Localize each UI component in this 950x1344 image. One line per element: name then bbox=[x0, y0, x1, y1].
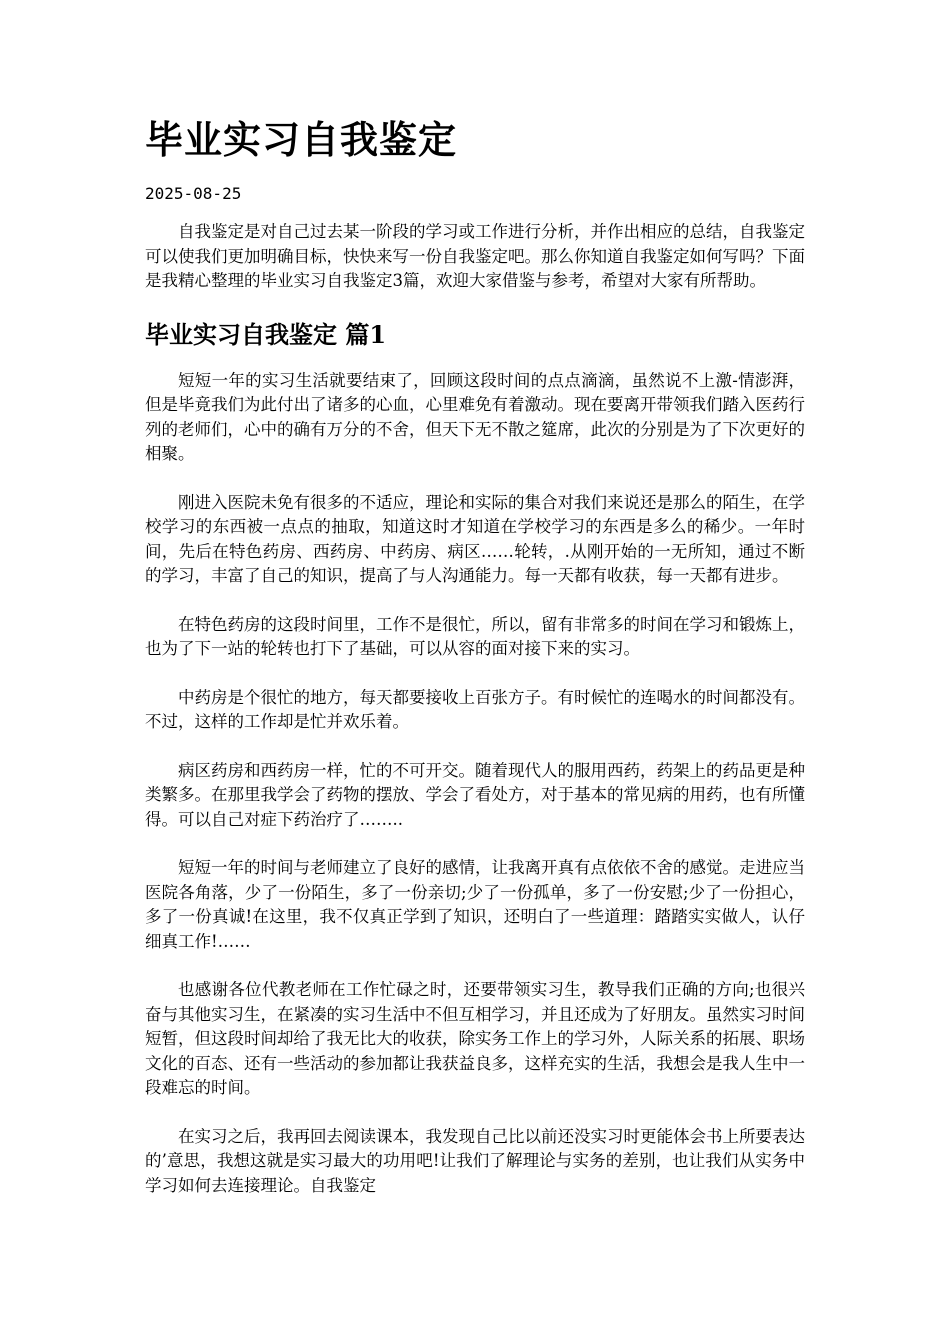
document-date: 2025-08-25 bbox=[145, 184, 242, 203]
body-paragraph-8: 在实习之后，我再回去阅读课本，我发现自己比以前还没实习时更能体会书上所要表达的’意思，我想这就是实习最大的功用吧!让我们了解理论与实务的差别，也让我们从实务中学习如何去连接理论。自我鉴定 bbox=[145, 1126, 805, 1195]
section-body bbox=[145, 369, 805, 1199]
document-page bbox=[145, 112, 805, 1198]
document-title: 毕业实习自我鉴定 bbox=[145, 117, 458, 162]
body-paragraph-7: 也感谢各位代教老师在工作忙碌之时，还要带领实习生，教导我们正确的方向;也很兴奋与其他实习生，在紧凑的实习生活中不但互相学习，并且还成为了好朋友。虽然实习时间短暂，但这段时间却给了我无比大的收获，除实务工作上的学习外，人际关系的拓展、职场文化的百态、还有一些活动的参加都让我获益良多，这样充实的生活，我想会是我人生中一段难忘的时间。 bbox=[145, 980, 805, 1097]
body-paragraph-2: 刚进入医院未免有很多的不适应，理论和实际的集合对我们来说还是那么的陌生，在学校学习的东西被一点点的抽取，知道这时才知道在学校学习的东西是多么的稀少。一年时间，先后在特色药房、西药房、中药房、病区……轮转，.从刚开始的一无所知，通过不断的学习，丰富了自己的知识，提高了与人沟通能力。每一天都有收获，每一天都有进步。 bbox=[145, 492, 805, 585]
body-paragraph-5: 病区药房和西药房一样，忙的不可开交。随着现代人的服用西药，药架上的药品更是种类繁多。在那里我学会了药物的摆放、学会了看处方，对于基本的常见病的用药，也有所懂得。可以自己对症下药治疗了…….. bbox=[145, 760, 805, 829]
body-paragraph-4: 中药房是个很忙的地方，每天都要接收上百张方子。有时候忙的连喝水的时间都没有。不过，这样的工作却是忙并欢乐着。 bbox=[145, 687, 805, 731]
body-paragraph-6: 短短一年的时间与老师建立了良好的感情，让我离开真有点依依不舍的感觉。走进应当医院各角落，少了一份陌生，多了一份亲切;少了一份孤单，多了一份安慰;少了一份担心，多了一份真诚!在这里，我不仅真正学到了知识，还明白了一些道理：踏踏实实做人，认仔细真工作!…… bbox=[145, 858, 805, 951]
intro-paragraph: 自我鉴定是对自己过去某一阶段的学习或工作进行分析，并作出相应的总结，自我鉴定可以使我们更加明确目标，快快来写一份自我鉴定吧。那么你知道自我鉴定如何写吗？下面是我精心整理的毕业实习自我鉴定3篇，欢迎大家借鉴与参考，希望对大家有所帮助。 bbox=[145, 222, 805, 290]
section-heading: 毕业实习自我鉴定 篇1 bbox=[145, 319, 387, 349]
body-paragraph-1: 短短一年的实习生活就要结束了，回顾这段时间的点点滴滴，虽然说不上激-情澎湃，但是毕竟我们为此付出了诸多的心血，心里难免有着激动。现在要离开带领我们踏入医药行列的老师们，心中的确有万分的不舍，但天下无不散之筵席，此次的分别是为了下次更好的相聚。 bbox=[145, 370, 805, 463]
body-paragraph-3: 在特色药房的这段时间里，工作不是很忙，所以，留有非常多的时间在学习和锻炼上，也为了下一站的轮转也打下了基础，可以从容的面对接下来的实习。 bbox=[145, 614, 805, 658]
